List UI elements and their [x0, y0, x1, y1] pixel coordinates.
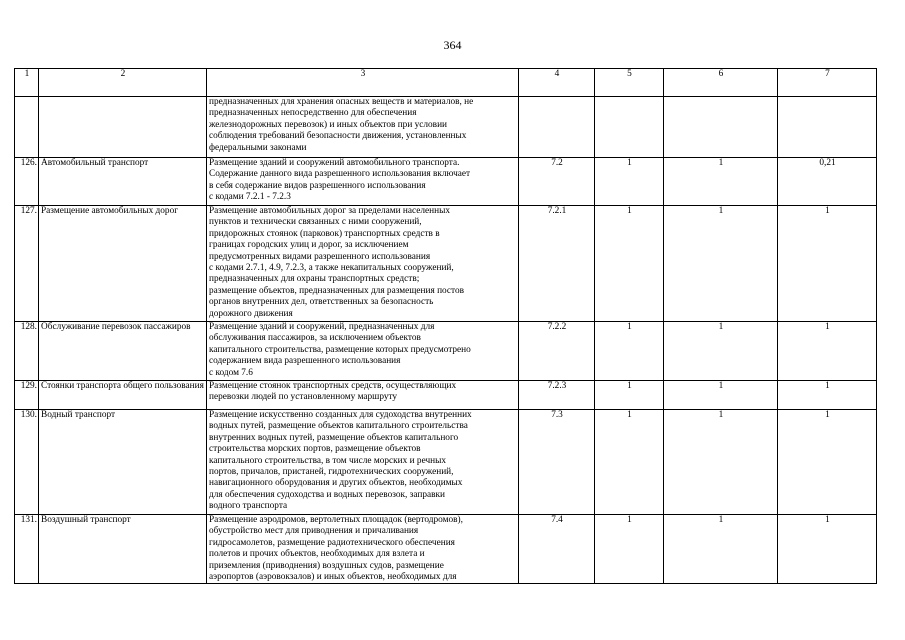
value-col6: 1: [664, 206, 778, 322]
use-code: 7.2: [519, 158, 595, 206]
use-name: Размещение автомобильных дорог: [39, 206, 207, 322]
header-cell: 1: [15, 69, 39, 97]
use-code: [519, 97, 595, 158]
use-description: предназначенных для хранения опасных веществ и материалов, не предназначенных непосредственно для обеспечения железнодорожных перевозок) и иных объектов при условии соблюдения требований безопасности движения, установленных федеральными законами: [207, 97, 519, 158]
use-name: Обслуживание перевозок пассажиров: [39, 322, 207, 381]
value-col7: 1: [778, 381, 877, 410]
land-use-table: [14, 68, 877, 584]
value-col7: [778, 97, 877, 158]
table-row: [15, 206, 877, 322]
value-col5: 1: [595, 410, 664, 515]
value-col7: 1: [778, 410, 877, 515]
use-code: 7.2.1: [519, 206, 595, 322]
use-description: Размещение искусственно созданных для судоходства внутренних водных путей, размещение объектов капитального строительства внутренних водных путей, размещение объектов капитального строительства морских портов, размещение объектов капитального строительства, в том числе морских и речных портов, причалов, пристаней, гидротехнических сооружений, навигационного оборудования и других объектов, необходимых для обеспечения судоходства и водных перевозок, заправки водного транспорта: [207, 410, 519, 515]
use-description: Размещение зданий и сооружений, предназначенных для обслуживания пассажиров, за исключением объектов капитального строительства, размещение которых предусмотрено содержанием вида разрешенного использования с кодом 7.6: [207, 322, 519, 381]
value-col6: 1: [664, 322, 778, 381]
use-description: Размещение аэродромов, вертолетных площадок (вертодромов), обустройство мест для приводнения и причаливания гидросамолетов, размещение радиотехнического обеспечения полетов и прочих объектов, необходимых для взлета и приземления (приводнения) воздушных судов, размещение аэропортов (аэровокзалов) и иных объектов, необходимых для: [207, 515, 519, 584]
value-col6: [664, 97, 778, 158]
value-col6: 1: [664, 381, 778, 410]
use-code: 7.4: [519, 515, 595, 584]
table-row: [15, 97, 877, 158]
use-code: 7.2.2: [519, 322, 595, 381]
table-row: [15, 322, 877, 381]
table-row: [15, 410, 877, 515]
use-name: [39, 97, 207, 158]
table-row: [15, 158, 877, 206]
value-col5: 1: [595, 381, 664, 410]
use-description: Размещение зданий и сооружений автомобильного транспорта. Содержание данного вида разрешенного использования включает в себя содержание видов разрешенного использования с кодами 7.2.1 - 7.2.3: [207, 158, 519, 206]
use-name: Водный транспорт: [39, 410, 207, 515]
header-cell: 5: [595, 69, 664, 97]
table-row: [15, 515, 877, 584]
row-number: 127.: [15, 206, 39, 322]
header-cell: 4: [519, 69, 595, 97]
value-col5: 1: [595, 206, 664, 322]
row-number: 128.: [15, 322, 39, 381]
value-col7: 1: [778, 206, 877, 322]
use-code: 7.3: [519, 410, 595, 515]
value-col6: 1: [664, 515, 778, 584]
use-name: Стоянки транспорта общего пользования: [39, 381, 207, 410]
header-cell: 3: [207, 69, 519, 97]
use-name: Автомобильный транспорт: [39, 158, 207, 206]
use-description: Размещение стоянок транспортных средств, осуществляющих перевозки людей по установленному маршруту: [207, 381, 519, 410]
value-col5: 1: [595, 322, 664, 381]
header-cell: 2: [39, 69, 207, 97]
row-number: 130.: [15, 410, 39, 515]
value-col5: [595, 97, 664, 158]
value-col6: 1: [664, 410, 778, 515]
value-col5: 1: [595, 158, 664, 206]
use-description: Размещение автомобильных дорог за пределами населенных пунктов и технически связанных с ними сооружений, придорожных стоянок (парковок) транспортных средств в границах городских улиц и дорог, за исключением предусмотренных видами разрешенного использования с кодами 2.7.1, 4.9, 7.2.3, а также некапитальных сооружений, предназначенных для охраны транспортных средств; размещение объектов, предназначенных для размещения постов органов внутренних дел, ответственных за безопасность дорожного движения: [207, 206, 519, 322]
row-number: [15, 97, 39, 158]
value-col6: 1: [664, 158, 778, 206]
row-number: 126.: [15, 158, 39, 206]
header-row: [15, 69, 877, 97]
page-number: 364: [443, 38, 462, 52]
use-name: Воздушный транспорт: [39, 515, 207, 584]
value-col7: 0,21: [778, 158, 877, 206]
header-cell: 7: [778, 69, 877, 97]
use-code: 7.2.3: [519, 381, 595, 410]
value-col7: 1: [778, 515, 877, 584]
row-number: 129.: [15, 381, 39, 410]
header-cell: 6: [664, 69, 778, 97]
table-row: [15, 381, 877, 410]
value-col5: 1: [595, 515, 664, 584]
row-number: 131.: [15, 515, 39, 584]
value-col7: 1: [778, 322, 877, 381]
